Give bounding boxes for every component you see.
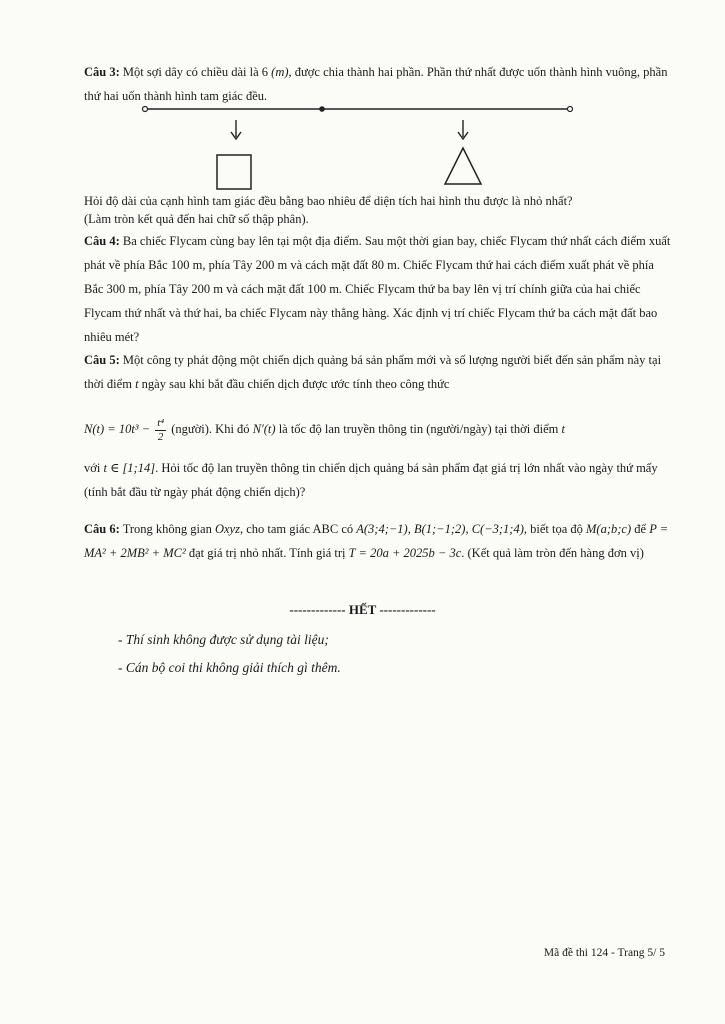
question-6-points: A(3;4;−1), B(1;−1;2), C(−3;1;4) bbox=[356, 522, 524, 536]
formula-var-t: t bbox=[561, 422, 565, 436]
question-6-text-a: Trong không gian bbox=[122, 522, 212, 536]
question-5-ask bbox=[84, 456, 674, 504]
question-3-unit: (m) bbox=[271, 65, 289, 79]
triangle-shape bbox=[445, 148, 481, 184]
question-6-text-c: , biết tọa độ bbox=[523, 522, 583, 536]
question-5-label: Câu 5: bbox=[84, 353, 120, 367]
question-3-text-a: Một sợi dây có chiều dài là 6 bbox=[122, 65, 269, 79]
question-3-question bbox=[84, 192, 674, 228]
question-6-label: Câu 6: bbox=[84, 522, 120, 536]
question-5-intro bbox=[84, 348, 674, 396]
formula-mid-text: (người). Khi đó bbox=[171, 422, 250, 436]
exam-notes bbox=[118, 626, 341, 682]
formula-fraction bbox=[155, 417, 166, 444]
wire-diagram bbox=[120, 100, 590, 195]
fraction-denominator: 2 bbox=[157, 430, 164, 443]
question-3-ask: Hỏi độ dài của cạnh hình tam giác đều bằng bao nhiêu để diện tích hai hình thu được là nhỏ nhất? bbox=[84, 194, 573, 208]
note-no-explanation: - Cán bộ coi thi không giải thích gì thêm. bbox=[118, 660, 341, 675]
question-6-point-m: M(a;b;c) bbox=[586, 522, 632, 536]
question-5-domain: t ∈ [1;14] bbox=[103, 461, 156, 475]
wire-left-endpoint bbox=[143, 107, 148, 112]
question-6-text-b: , cho tam giác ABC có bbox=[239, 522, 354, 536]
question-5-formula bbox=[84, 414, 674, 444]
question-4-text: Ba chiếc Flycam cùng bay lên tại một địa điểm. Sau một thời gian bay, chiếc Flycam thứ nhất cách điểm xuất phát về phía Bắc 100 m, phía Tây 200 m và cách mặt đất 80 m. Chiếc Flycam thứ hai cách điểm xuất phát về phía Bắc 300 m, phía Tây 200 m và cách mặt đất 100 m. Chiếc Flycam thứ ba bay lên vị trí chính giữa của hai chiếc Flycam thứ nhất và thứ hai, ba chiếc Flycam này thẳng hàng. Xác định vị trí chiếc Flycam thứ ba cách mặt đất bao nhiêu mét? bbox=[84, 234, 671, 344]
question-5-text-b: ngày sau khi bắt đầu chiến dịch được ước tính theo công thức bbox=[141, 377, 450, 391]
question-5-text-a: Một công ty phát động một chiến dịch quảng bá sản phẩm mới và số lượng người biết đến sản phẩm này tại thời điểm bbox=[84, 353, 662, 391]
formula-tail-text: là tốc độ lan truyền thông tin (người/ngày) tại thời điểm bbox=[278, 422, 559, 436]
question-6 bbox=[84, 517, 674, 565]
formula-derivative: N′(t) bbox=[252, 422, 276, 436]
wire-split-point bbox=[319, 106, 325, 112]
question-6-space: Oxyz bbox=[214, 522, 240, 536]
square-shape bbox=[217, 155, 251, 189]
question-6-text-e: đạt giá trị nhỏ nhất. Tính giá trị bbox=[188, 546, 346, 560]
wire-right-endpoint bbox=[568, 107, 573, 112]
question-5-text-c: với bbox=[84, 461, 101, 475]
question-5-text-d: . Hỏi tốc độ lan truyền thông tin chiến dịch quảng bá sản phẩm đạt giá trị lớn nhất vào ngày thứ mấy (tính bắt đầu từ ngày phát động chiến dịch)? bbox=[84, 461, 658, 499]
question-3-rounding-note: (Làm tròn kết quả đến hai chữ số thập phân). bbox=[84, 212, 309, 226]
page-footer: Mã đề thi 124 - Trang 5/ 5 bbox=[543, 947, 665, 959]
question-6-text-d: để bbox=[634, 522, 647, 536]
question-3-label: Câu 3: bbox=[84, 65, 120, 79]
fraction-numerator: t⁴ bbox=[157, 416, 165, 429]
question-4 bbox=[84, 229, 674, 349]
question-4-label: Câu 4: bbox=[84, 234, 120, 248]
question-3-text-b: , được chia thành hai phần. Phần thứ nhất được uốn thành hình vuông, phần thứ hai uốn thành hình tam giác đều. bbox=[84, 65, 668, 103]
question-5-var-t: t bbox=[135, 377, 139, 391]
note-no-documents: - Thí sinh không được sử dụng tài liệu; bbox=[118, 632, 329, 647]
formula-lhs: N(t) = 10t³ − bbox=[84, 422, 151, 436]
question-6-t-expression: T = 20a + 2025b − 3c bbox=[348, 546, 462, 560]
question-6-p-expression: P = MA² + 2MB² + MC² bbox=[84, 522, 669, 560]
question-6-text-f: . (Kết quả làm tròn đến hàng đơn vị) bbox=[461, 546, 644, 560]
end-marker: ------------- HẾT ------------- bbox=[289, 602, 436, 617]
